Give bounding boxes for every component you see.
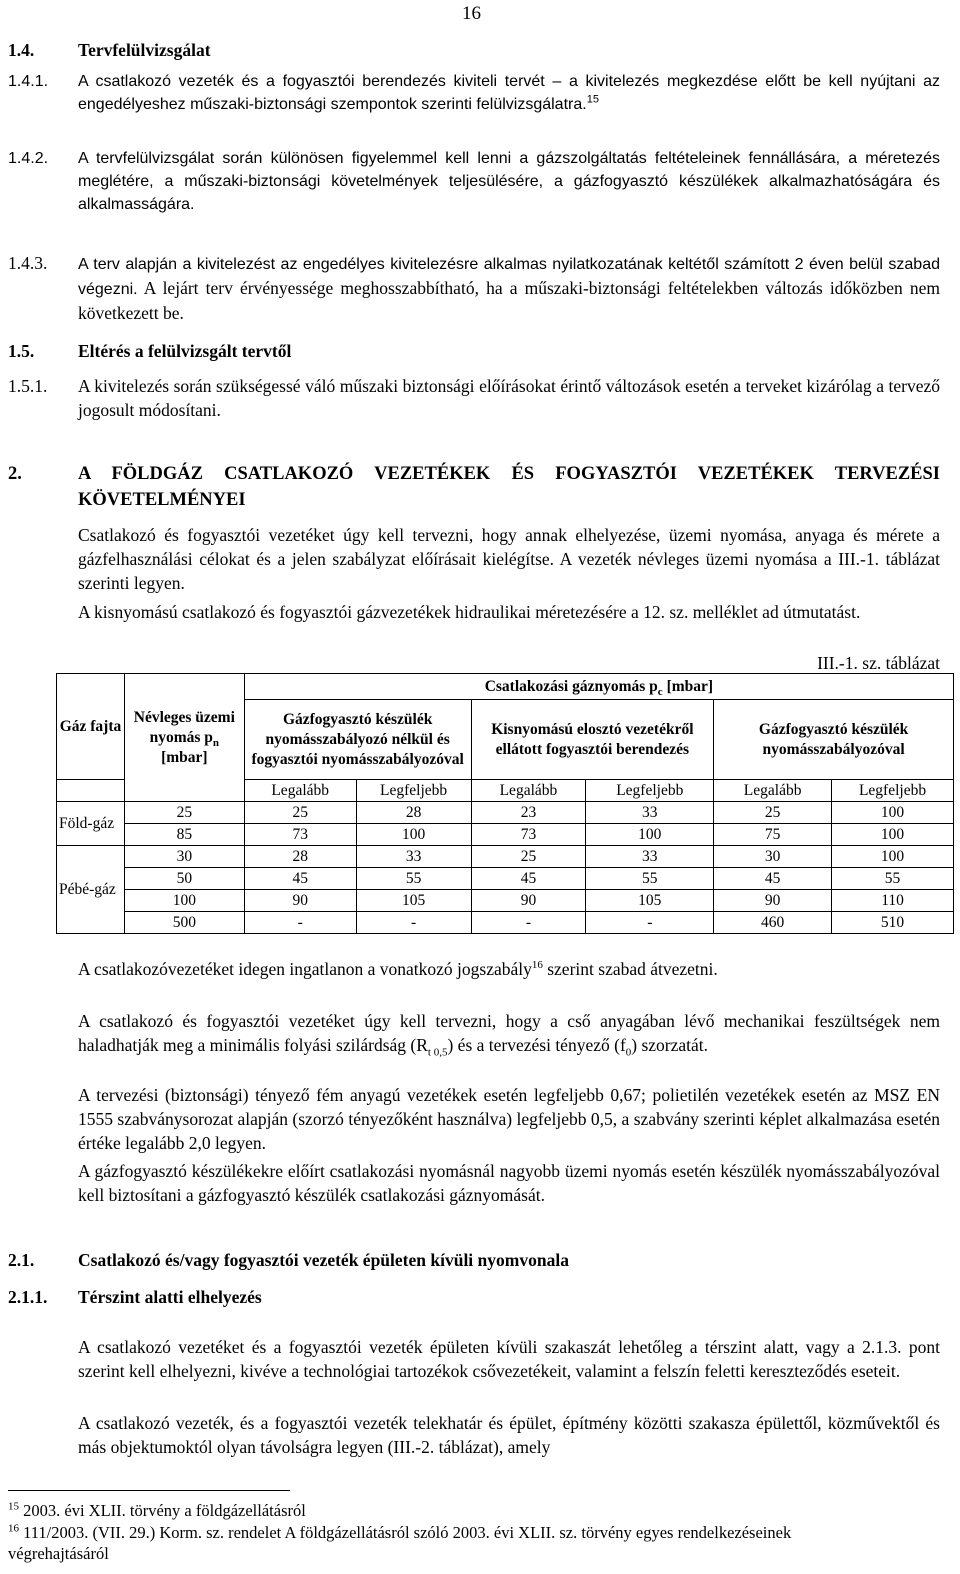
table-cell: 33 bbox=[586, 846, 714, 868]
footnote-ref: 16 bbox=[531, 959, 543, 972]
table-cell: 55 bbox=[832, 868, 954, 890]
footnote-text: 2003. évi XLII. törvény a földgázellátásról bbox=[19, 1501, 306, 1520]
footnote-15 bbox=[8, 1500, 940, 1521]
section-number: 2.1. bbox=[8, 1250, 35, 1270]
col-header-c: Gázfogyasztó készülék nyomásszabályozóval bbox=[714, 700, 954, 780]
empty-cell bbox=[57, 780, 125, 802]
table-cell: 25 bbox=[471, 846, 586, 868]
paragraph-text: A csatlakozó vezeték és a fogyasztói berendezés kiviteli tervét – a kivitelezés megkezdése előtt be kell nyújtani az engedélyeshez műszaki-biztonsági szempontok szerinti felülvizsgálatra. bbox=[78, 73, 940, 113]
paragraph-text: A csatlakozóvezetéket idegen ingatlanon a vonatkozó jogszabály bbox=[78, 959, 532, 979]
footnote-text: 111/2003. (VII. 29.) Korm. sz. rendelet A földgázellátásról szóló 2003. évi XLII. sz. törvény egyes rendelkezéseinek végrehajtásáról bbox=[8, 1523, 792, 1563]
table-cell: - bbox=[586, 912, 714, 934]
table-cell: 105 bbox=[356, 890, 471, 912]
table-cell: 23 bbox=[471, 802, 586, 824]
subscript: t 0,5 bbox=[427, 1046, 448, 1059]
table-cell: 90 bbox=[471, 890, 586, 912]
section-title: Csatlakozó és/vagy fogyasztói vezeték épületen kívüli nyomvonala bbox=[78, 1250, 569, 1270]
min-header: Legalább bbox=[244, 780, 356, 802]
table-cell: 100 bbox=[832, 802, 954, 824]
section-number: 1.4. bbox=[8, 40, 35, 60]
section-title: Tervfelülvizsgálat bbox=[78, 40, 211, 60]
table-cell: 110 bbox=[832, 890, 954, 912]
table-cell: 25 bbox=[124, 802, 244, 824]
col-nominal-unit: [mbar] bbox=[161, 748, 208, 766]
table-cell: 45 bbox=[714, 868, 832, 890]
pressure-table bbox=[56, 673, 954, 934]
paragraph-number: 1.4.1. bbox=[8, 73, 49, 90]
table-cell: 100 bbox=[832, 846, 954, 868]
table-cell: 510 bbox=[832, 912, 954, 934]
max-header: Legfeljebb bbox=[832, 780, 954, 802]
table-row bbox=[57, 802, 954, 824]
design-factor-paragraph: A tervezési (biztonsági) tényező fém anyagú vezetékek esetén legfeljebb 0,67; polietilén vezetékek esetén az MSZ EN 1555 szabványsorozat alapján (szorzó tényezőként használva) legfeljebb 0,5, a szabvány szerinti képlet alkalmazása esetén értéke legalább 2,0 legyen. bbox=[78, 1085, 940, 1153]
crossing-paragraph bbox=[78, 957, 940, 981]
subscript: 0 bbox=[625, 1046, 632, 1059]
footnote-divider bbox=[8, 1490, 290, 1491]
table-row bbox=[57, 890, 954, 912]
table-row bbox=[57, 824, 954, 846]
chapter-number: 2. bbox=[8, 464, 22, 484]
paragraph-text: ) és a tervezési tényező (f bbox=[447, 1035, 626, 1055]
table-caption: III.-1. sz. táblázat bbox=[817, 653, 940, 673]
chapter-title: A FÖLDGÁZ CSATLAKOZÓ VEZETÉKEK ÉS FOGYASZTÓI VEZETÉKEK TERVEZÉSI KÖVETELMÉNYEI bbox=[78, 464, 940, 510]
table-cell: 100 bbox=[832, 824, 954, 846]
table-cell: 85 bbox=[124, 824, 244, 846]
table-cell: 33 bbox=[586, 802, 714, 824]
table-cell: - bbox=[471, 912, 586, 934]
table-cell: 100 bbox=[124, 890, 244, 912]
table-cell: 30 bbox=[124, 846, 244, 868]
col-header-a: Gázfogyasztó készülék nyomásszabályozó nélkül és fogyasztói nyomásszabályozóval bbox=[244, 700, 471, 780]
table-cell: 460 bbox=[714, 912, 832, 934]
paragraph-number: 1.4.2. bbox=[8, 150, 49, 167]
section-title: Eltérés a felülvizsgált tervtől bbox=[78, 341, 292, 361]
col-nominal-pressure bbox=[124, 674, 244, 802]
table-cell: 73 bbox=[471, 824, 586, 846]
group-header-unit: [mbar] bbox=[662, 677, 714, 695]
section-number: 2.1.1. bbox=[8, 1287, 48, 1307]
table-cell: 500 bbox=[124, 912, 244, 934]
table-cell: 33 bbox=[356, 846, 471, 868]
table-cell: 55 bbox=[586, 868, 714, 890]
col-gas-type: Gáz fajta bbox=[57, 674, 125, 780]
group-header-subscript: c bbox=[657, 685, 663, 698]
table-cell: 75 bbox=[714, 824, 832, 846]
table-cell: - bbox=[356, 912, 471, 934]
paragraph-number: 1.5.1. bbox=[8, 376, 48, 396]
paragraph-text-b: A lejárt terv érvényessége meghosszabbítható, ha a műszaki-biztonsági feltételekben változás időközben nem következett be. bbox=[78, 278, 940, 323]
table-cell: 105 bbox=[586, 890, 714, 912]
intro-paragraph-2: A kisnyomású csatlakozó és fogyasztói gázvezetékek hidraulikai méretezésére a 12. sz. melléklet ad útmutatást. bbox=[78, 602, 861, 622]
table-row bbox=[57, 868, 954, 890]
underground-paragraph-2: A csatlakozó vezeték, és a fogyasztói vezeték telekhatár és épület, építmény közötti szakasza épülettől, közművektől és más objektumoktól olyan távolságra legyen (III.-2. táblázat), amely bbox=[78, 1413, 940, 1457]
paragraph-1-4-2: A tervfelülvizsgálat során különösen figyelemmel kell lenni a gázszolgáltatás feltételeinek fennállására, a méretezés meglétére, a műszaki-biztonsági követelmények teljesülésére, a gázfogyasztó készülékek alkalmazhatóságára és alkalmasságára. bbox=[78, 150, 940, 213]
table-cell: 45 bbox=[244, 868, 356, 890]
underground-paragraph-1: A csatlakozó vezetéket és a fogyasztói vezeték épületen kívüli szakaszát lehetőleg a térszint alatt, vagy a 2.1.3. pont szerint kell elhelyezni, kivéve a technológiai tartozékok csővezetékeit, valamint a felszín feletti kereszteződés eseteit. bbox=[78, 1337, 940, 1381]
paragraph-text: szerint szabad átvezetni. bbox=[542, 959, 718, 979]
col-nominal-subscript: n bbox=[212, 736, 220, 749]
section-number: 1.5. bbox=[8, 341, 35, 361]
min-header: Legalább bbox=[714, 780, 832, 802]
gas-type-cell: Pébé-gáz bbox=[57, 846, 125, 934]
table-cell: 90 bbox=[244, 890, 356, 912]
table-cell: 28 bbox=[244, 846, 356, 868]
regulator-paragraph: A gázfogyasztó készülékekre előírt csatlakozási nyomásnál nagyobb üzemi nyomás esetén készülék nyomásszabályozóval kell biztosítani a gázfogyasztó készülék csatlakozási gáznyomását. bbox=[78, 1161, 940, 1205]
table-cell: 100 bbox=[356, 824, 471, 846]
gas-type-cell: Föld-gáz bbox=[57, 802, 125, 846]
footnote-ref: 15 bbox=[586, 93, 599, 106]
paragraph-1-5-1: A kivitelezés során szükségessé váló műszaki biztonsági előírásokat érintő változások esetén a terveket kizárólag a tervező jogosult módosítani. bbox=[78, 376, 940, 420]
section-title: Térszint alatti elhelyezés bbox=[78, 1287, 262, 1307]
stress-paragraph bbox=[78, 1009, 940, 1057]
table-cell: - bbox=[244, 912, 356, 934]
table-row bbox=[57, 846, 954, 868]
group-header-text: Csatlakozási gáznyomás p bbox=[484, 677, 658, 695]
max-header: Legfeljebb bbox=[356, 780, 471, 802]
paragraph-number: 1.4.3. bbox=[8, 253, 48, 273]
footnote-number: 15 bbox=[8, 1500, 19, 1513]
paragraph-1-4-1 bbox=[78, 70, 940, 116]
table-cell: 100 bbox=[586, 824, 714, 846]
min-header: Legalább bbox=[471, 780, 586, 802]
table-cell: 25 bbox=[244, 802, 356, 824]
col-header-b: Kisnyomású elosztó vezetékről ellátott fogyasztói berendezés bbox=[471, 700, 714, 780]
footnote-number: 16 bbox=[8, 1522, 19, 1535]
table-cell: 30 bbox=[714, 846, 832, 868]
col-nominal-text: Névleges üzemi nyomás p bbox=[133, 708, 235, 746]
table-cell: 73 bbox=[244, 824, 356, 846]
table-cell: 45 bbox=[471, 868, 586, 890]
intro-paragraph-1: Csatlakozó és fogyasztói vezetéket úgy kell tervezni, hogy annak elhelyezése, üzemi nyomása, anyaga és mérete a gázfelhasználási célokat és a jelen szabályzat előírásait kielégítse. A vezeték névleges üzemi nyomása a III.-1. táblázat szerinti legyen. bbox=[78, 525, 940, 593]
paragraph-text: ) szorzatát. bbox=[631, 1035, 709, 1055]
table-cell: 55 bbox=[356, 868, 471, 890]
group-header bbox=[244, 674, 953, 700]
table-cell: 90 bbox=[714, 890, 832, 912]
table-row bbox=[57, 912, 954, 934]
paragraph-1-4-3 bbox=[78, 251, 940, 325]
table-cell: 50 bbox=[124, 868, 244, 890]
table-cell: 28 bbox=[356, 802, 471, 824]
page-number: 16 bbox=[462, 3, 481, 24]
table-cell: 25 bbox=[714, 802, 832, 824]
paragraph-text-a: A terv alapján a kivitelezést az engedélyes kivitelezésre alkalmas nyilatkozatának keltétől számított 2 éven belül szabad végezni. bbox=[78, 256, 940, 298]
paragraph-text: A csatlakozó és fogyasztói vezetéket úgy kell tervezni, hogy a cső anyagában lévő mechanikai feszültségek nem haladhatják meg a minimális folyási szilárdság (R bbox=[78, 1011, 940, 1055]
max-header: Legfeljebb bbox=[586, 780, 714, 802]
footnote-16 bbox=[8, 1522, 818, 1564]
